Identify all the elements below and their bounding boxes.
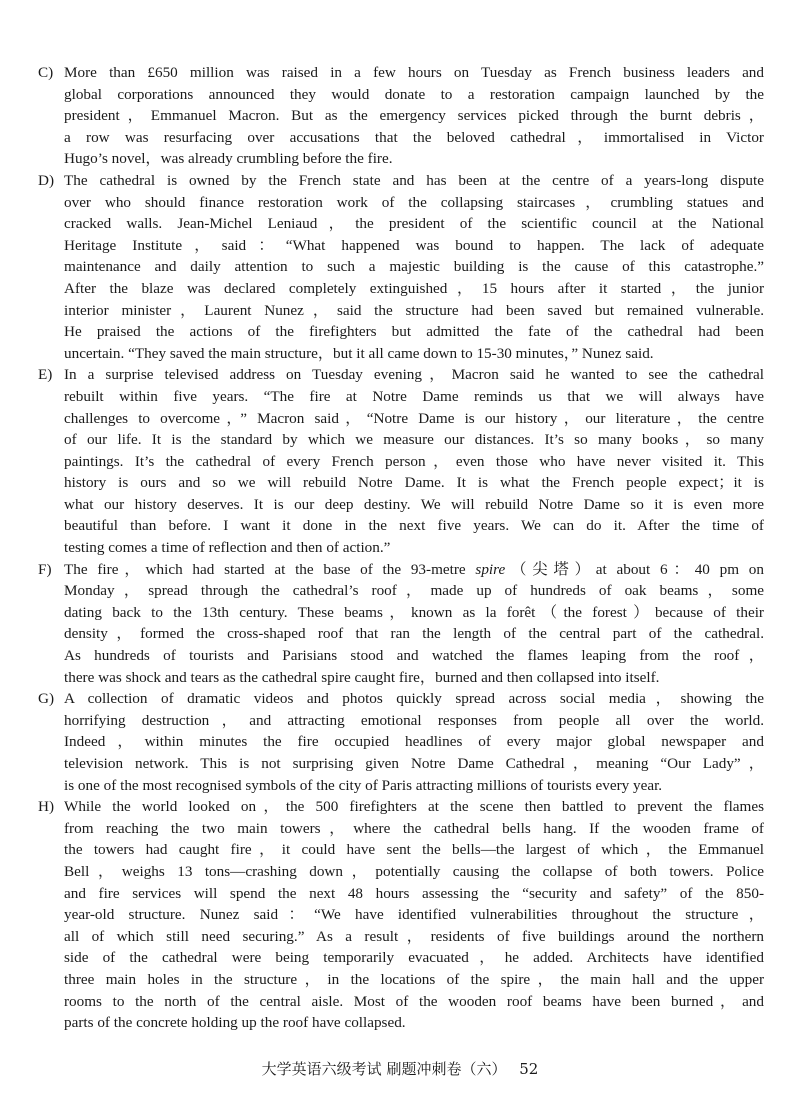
text-line: Heritage Institute，said：“What happened was bound to happen. The lack of adequate <box>64 236 764 254</box>
text-line: parts of the concrete holding up the roof have collapsed. <box>64 1014 406 1032</box>
text-line: After the blaze was declared completely extinguished，15 hours after it started，the junior <box>64 279 764 297</box>
paragraph-c <box>38 62 764 170</box>
text-line: A collection of dramatic videos and photos quickly spread across social media，showing the <box>64 690 764 708</box>
text-line: is one of the most recognised symbols of the city of Paris attracting millions of tourists every year. <box>64 776 663 794</box>
paragraph-label: D) <box>38 171 55 189</box>
footer-title: 大学英语六级考试 刷题冲刺卷（六） <box>261 1060 507 1078</box>
paragraph-e <box>38 364 764 558</box>
text-segment: The fire，which had started at the base of the 93-metre <box>64 560 476 578</box>
text-line: density，formed the cross-shaped roof that ran the length of the central part of the cathedral. <box>64 625 764 643</box>
text-line: what our history deserves. It is our deep destiny. We will rebuild Notre Dame so it is even more <box>64 495 764 513</box>
text-line: over who should finance restoration work of the collapsing staircases，crumbling statues and <box>64 193 764 211</box>
paragraph-label: H) <box>38 798 55 816</box>
text-line: rooms to the north of the central aisle. Most of the wooden roof beams have been burned，and <box>64 992 764 1010</box>
paragraph-label: C) <box>38 64 54 81</box>
text-line: Hugo’s novel，was already crumbling before the fire. <box>64 150 393 168</box>
italic-term: spire <box>475 560 506 578</box>
text-segment: （尖塔）at about 6：40 pm on <box>505 560 764 578</box>
text-line: beautiful than before. I want it done in the next five years. We can do it. After the time of <box>64 517 764 535</box>
text-line: As hundreds of tourists and Parisians stood and watched the flames leaping from the roof， <box>64 647 764 665</box>
text-line: television network. This is not surprising given Notre Dame Cathedral，meaning “Our Lady”， <box>64 755 764 772</box>
text-line: The cathedral is owned by the French state and has been at the centre of a years-long dispute <box>64 171 764 189</box>
text-line: the towers had caught fire，it could have sent the bells—the largest of which，the Emmanuel <box>64 841 764 859</box>
text-line: While the world looked on，the 500 firefighters at the scene then battled to prevent the flames <box>64 798 764 816</box>
text-line: president，Emmanuel Macron. But as the emergency services picked through the burnt debris， <box>64 107 764 125</box>
text-line: paintings. It’s the cathedral of every French person，even those who have never visited it. This <box>64 452 764 470</box>
paragraph-label: G) <box>38 690 55 708</box>
page-number: 52 <box>519 1060 539 1078</box>
text-line: Bell，weighs 13 tons—crashing down，potentially causing the collapse of both towers. Police <box>64 862 764 880</box>
text-line: from reaching the two main towers，where the cathedral bells hang. If the wooden frame of <box>64 819 764 837</box>
text-line: interior minister，Laurent Nunez，said the structure had been saved but remained vulnerable. <box>64 301 764 319</box>
text-line: there was shock and tears as the cathedral spire caught fire，burned and then collapsed into itself. <box>64 668 660 686</box>
text-line: uncertain. “They saved the main structure，but it all came down to 15-30 minutes，” Nunez said. <box>64 344 654 362</box>
paragraph-h <box>38 796 764 1034</box>
paragraph-label: E) <box>38 366 53 384</box>
text-line: history is ours and so we will rebuild Notre Dame. It is what the French people expect；it is <box>64 474 764 492</box>
paragraph-f <box>38 559 764 689</box>
text-line <box>38 559 764 581</box>
text-line: In a surprise televised address on Tuesday evening，Macron said he wanted to see the cathedral <box>64 366 764 384</box>
text-line: dating back to the 13th century. These beams，known as la forêt（the forest）because of their <box>64 603 764 621</box>
text-line: global corporations announced they would donate to a restoration campaign launched by the <box>64 85 764 103</box>
text-line: year-old structure. Nunez said：“We have identified vulnerabilities throughout the structure， <box>64 906 764 924</box>
page-footer <box>0 1058 800 1079</box>
text-line: testing comes a time of reflection and then of action.” <box>64 539 391 557</box>
paragraph-d <box>38 170 764 364</box>
text-line: a row was resurfacing over accusations that the beloved cathedral，immortalised in Victor <box>64 128 764 146</box>
text-line: rebuilt within five years. “The fire at Notre Dame reminds us that we will always have <box>64 387 764 405</box>
text-line: Monday，spread through the cathedral’s roof，made up of hundreds of oak beams，some <box>64 582 764 600</box>
text-line: side of the cathedral were being temporarily evacuated，he added. Architects have identified <box>64 949 764 967</box>
document-body <box>38 62 764 1034</box>
text-line: all of which still need securing.” As a result，residents of five buildings around the northern <box>64 927 764 945</box>
text-line: of our life. It is the standard by which we measure our distances. It’s so many books，so many <box>64 431 764 449</box>
paragraph-label: F) <box>38 560 52 578</box>
text-line: and fire services will spend the next 48 hours assessing the “security and safety” of the 850- <box>64 884 764 902</box>
text-line: challenges to overcome，” Macron said，“Notre Dame is our history，our literature，the centre <box>64 409 764 427</box>
text-line: maintenance and daily attention to such a majestic building is the cause of this catastrophe.” <box>64 258 764 276</box>
text-line: He praised the actions of the firefighters but admitted the fate of the cathedral had been <box>64 323 764 341</box>
text-line: three main holes in the structure，in the locations of the spire，the main hall and the upper <box>64 970 764 988</box>
paragraph-g <box>38 688 764 796</box>
text-line: horrifying destruction，and attracting emotional responses from people all over the world. <box>64 711 764 729</box>
text-line: Indeed，within minutes the fire occupied headlines of every major global newspaper and <box>64 733 764 751</box>
text-line: cracked walls. Jean-Michel Leniaud，the president of the scientific council at the National <box>64 215 764 233</box>
text-line: More than £650 million was raised in a few hours on Tuesday as French business leaders and <box>64 64 764 81</box>
